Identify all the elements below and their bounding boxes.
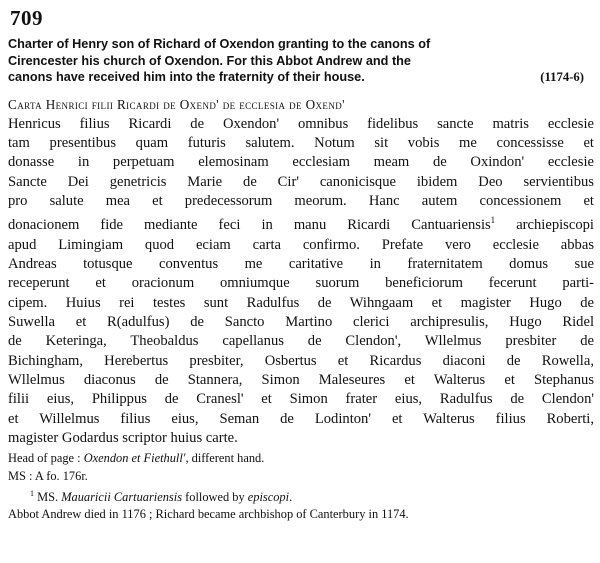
charter-text bbox=[8, 115, 594, 449]
footnote bbox=[8, 485, 594, 506]
charter-date: (1174-6) bbox=[540, 70, 584, 84]
note-text: followed by bbox=[182, 489, 248, 504]
note-text: . bbox=[289, 489, 293, 504]
historical-note: Abbot Andrew died in 1176 ; Richard became archbishop of Canterbury in 1174. bbox=[8, 506, 409, 521]
text-line: et Willelmus filius eius, Seman de Lodinton' et Walterus filius Roberti, bbox=[8, 410, 594, 427]
text-line: tam presentibus quam futuris salutem. Notum sit vobis me concessisse et bbox=[8, 134, 594, 151]
note-italic: Mauaricii Cartuariensis bbox=[61, 489, 183, 504]
charter-heading: Carta Henrici filii Ricardi de Oxend' de ecclesia de Oxend' bbox=[8, 96, 345, 112]
note-text: MS. bbox=[34, 489, 62, 504]
text-line: Andreas totusque conventus me caritative in fraternitatem domus sue bbox=[8, 255, 594, 272]
text-line: donasse in perpetuam elemosinam ecclesiam meam de Oxindon' ecclesie bbox=[8, 154, 594, 171]
summary-line-text: canons have received him into the fraternity of their house. bbox=[8, 70, 365, 84]
summary-line bbox=[8, 69, 594, 86]
charter-summary bbox=[8, 36, 594, 86]
text-segment: donacionem fide mediante feci in manu Ricardi Cantuariensis bbox=[8, 217, 491, 234]
note-label: Head of page : bbox=[8, 451, 84, 466]
text-line: apud Limingiam quod eciam carta confirmo. Prefate vero ecclesie abbas bbox=[8, 236, 594, 253]
text-line: receperunt et oracionum omniumque suorum beneficiorum fecerunt parti- bbox=[8, 275, 594, 292]
text-line: Bichingham, Herebertus presbiter, Osbertus et Ricardus diaconi de Rowella, bbox=[8, 352, 594, 369]
text-line bbox=[8, 211, 594, 235]
editorial-notes bbox=[8, 450, 594, 523]
head-of-page-note bbox=[8, 450, 594, 467]
footnote-number: 1 bbox=[30, 488, 34, 498]
note-text: , different hand. bbox=[185, 451, 265, 466]
text-line: magister Godardus scriptor huius carte. bbox=[8, 430, 238, 446]
summary-line: Charter of Henry son of Richard of Oxendon granting to the canons of bbox=[8, 37, 431, 51]
summary-line: Cirencester his church of Oxendon. For this Abbot Andrew and the bbox=[8, 53, 411, 68]
text-line: cipem. Huius rei testes sunt Radulfus de Wihngaam et magister Hugo de bbox=[8, 294, 594, 311]
note-italic: episcopi bbox=[247, 489, 290, 504]
note-italic: Oxendon et Fiethull' bbox=[83, 451, 186, 466]
charter-number: 709 bbox=[10, 6, 43, 30]
text-line: Wllelmus diaconus de Stannera, Simon Maleseures et Walterus et Stephanus bbox=[8, 371, 594, 388]
text-line: pro salute mea et predecessorum meorum. Hanc autem concessionem et bbox=[8, 192, 594, 209]
text-line: Suwella et R(adulfus) de Sancto Martino clerici archipresulis, Hugo Ridel bbox=[8, 313, 594, 330]
footnote-marker: 1 bbox=[490, 215, 496, 226]
text-line: Sancte Dei genetricis Marie de Cir' canonicisque ibidem Deo servientibus bbox=[8, 173, 594, 190]
text-line: Henricus filius Ricardi de Oxendon' omnibus fidelibus sancte matris ecclesie bbox=[8, 115, 594, 132]
manuscript-note: MS : A fo. 176r. bbox=[8, 468, 88, 483]
text-segment: archiepiscopi bbox=[495, 217, 594, 234]
text-line: filii eius, Philippus de Cranesl' et Simon frater eius, Radulfus de Clendon' bbox=[8, 391, 594, 408]
text-line: de Keteringa, Theobaldus capellanus de Clendon', Wllelmus presbiter de bbox=[8, 333, 594, 350]
